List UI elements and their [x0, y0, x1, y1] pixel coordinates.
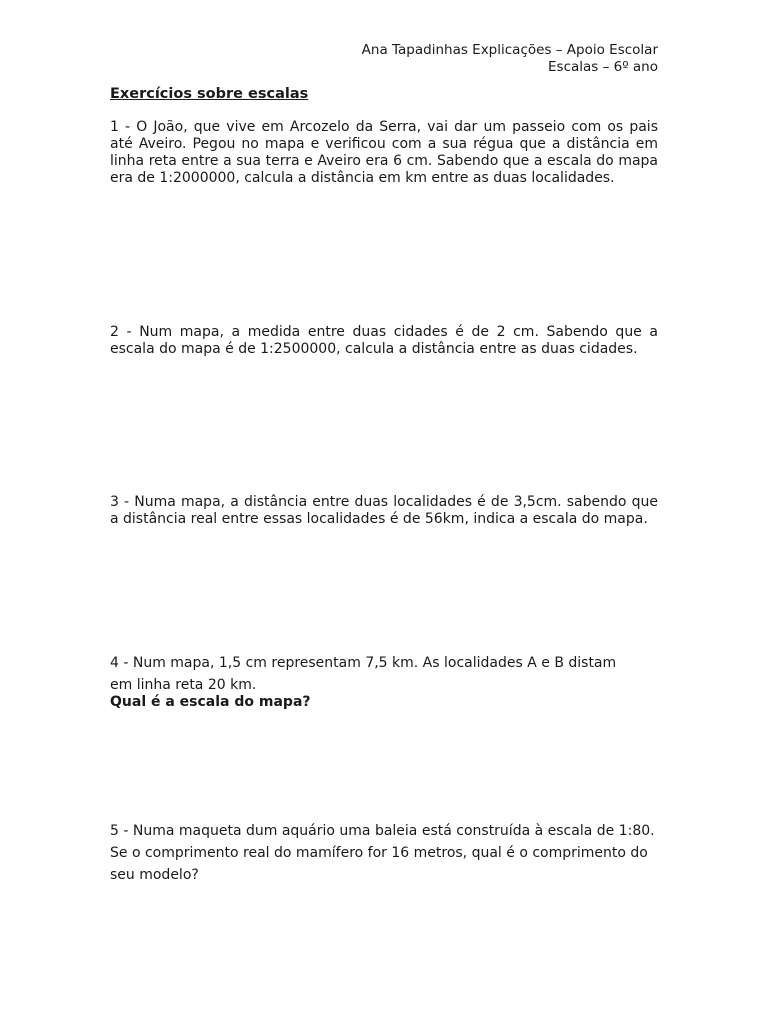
exercise-2: 2 - Num mapa, a medida entre duas cidades é de 2 cm. Sabendo que a escala do mapa é de 1:2500000, calcula a distância entre as duas cidades.: [110, 324, 658, 357]
exercise-3: 3 - Numa mapa, a distância entre duas localidades é de 3,5cm. sabendo que a distância real entre essas localidades é de 56km, indica a escala do mapa.: [110, 494, 658, 527]
document-header: [362, 42, 658, 76]
exercise-1: 1 - O João, que vive em Arcozelo da Serra, vai dar um passeio com os pais até Aveiro. Pegou no mapa e verificou com a sua régua que a distância em linha reta entre a sua terra e Aveiro era 6 cm. Sabendo que a escala do mapa era de 1:2000000, calcula a distância em km entre as duas localidades.: [110, 119, 658, 186]
exercise-4-question: Qual é a escala do mapa?: [110, 694, 311, 710]
exercise-5: 5 - Numa maqueta dum aquário uma baleia está construída à escala de 1:80. Se o comprimento real do mamífero for 16 metros, qual é o comprimento do seu modelo?: [110, 823, 655, 883]
header-author: Ana Tapadinhas Explicações – Apoio Escolar: [361, 42, 658, 58]
page-title: Exercícios sobre escalas: [110, 86, 309, 102]
exercise-4: 4 - Num mapa, 1,5 cm representam 7,5 km. As localidades A e B distam em linha reta 20 km.: [110, 655, 617, 693]
header-subject: Escalas – 6º ano: [548, 59, 658, 75]
